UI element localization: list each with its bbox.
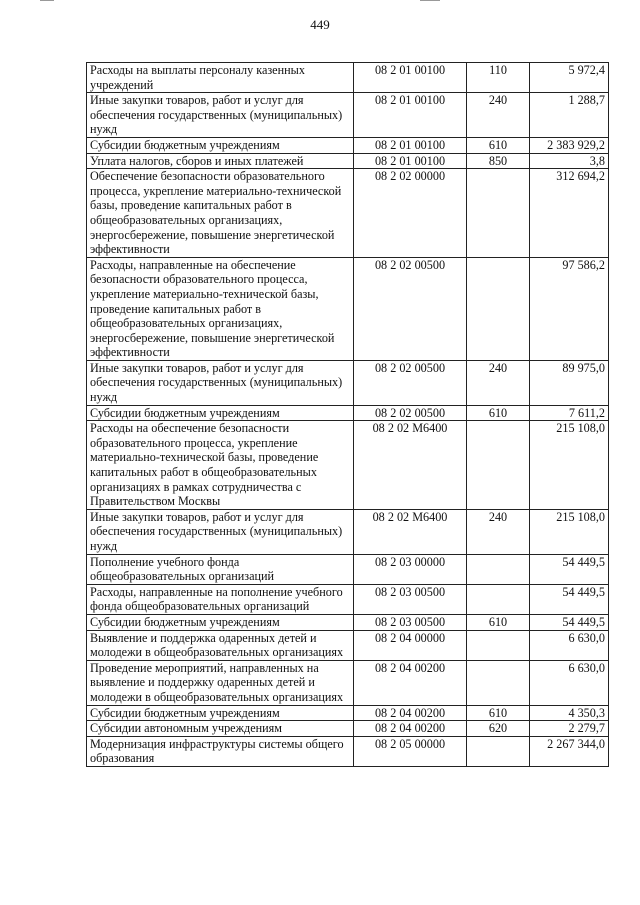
cell-code: 08 2 05 00000: [354, 736, 467, 766]
table-row: [87, 421, 609, 510]
cell-name: Уплата налогов, сборов и иных платежей: [87, 153, 354, 169]
table-row: [87, 360, 609, 405]
cell-name: Иные закупки товаров, работ и услуг для обеспечения государственных (муниципальных) нужд: [87, 93, 354, 138]
cell-type: 610: [467, 137, 530, 153]
cell-sum: 1 288,7: [530, 93, 609, 138]
cell-sum: 4 350,3: [530, 705, 609, 721]
table-row: [87, 705, 609, 721]
cell-sum: 6 630,0: [530, 660, 609, 705]
cell-type: [467, 169, 530, 258]
cell-code: 08 2 04 00200: [354, 721, 467, 737]
cell-sum: 312 694,2: [530, 169, 609, 258]
cell-sum: 97 586,2: [530, 257, 609, 360]
cell-type: 620: [467, 721, 530, 737]
cell-name: Обеспечение безопасности образовательного процесса, укрепление материально-технической базы, проведение капитальных работ в общеобразовательных организациях, энергосбережение, повышение энергетической эффективности: [87, 169, 354, 258]
cell-type: [467, 257, 530, 360]
cell-name: Пополнение учебного фонда общеобразовательных организаций: [87, 554, 354, 584]
cell-sum: 54 449,5: [530, 584, 609, 614]
table-row: [87, 614, 609, 630]
cell-name: Расходы на выплаты персоналу казенных учреждений: [87, 63, 354, 93]
cell-type: [467, 421, 530, 510]
cell-name: Выявление и поддержка одаренных детей и молодежи в общеобразовательных организациях: [87, 630, 354, 660]
cell-type: [467, 630, 530, 660]
cell-code: 08 2 02 00500: [354, 257, 467, 360]
cell-type: 240: [467, 360, 530, 405]
scan-mark-right: [420, 0, 440, 1]
cell-code: 08 2 02 00000: [354, 169, 467, 258]
cell-name: Субсидии бюджетным учреждениям: [87, 405, 354, 421]
cell-type: [467, 584, 530, 614]
cell-name: Расходы, направленные на пополнение учебного фонда общеобразовательных организаций: [87, 584, 354, 614]
cell-type: [467, 554, 530, 584]
cell-code: 08 2 04 00200: [354, 660, 467, 705]
table-row: [87, 630, 609, 660]
cell-code: 08 2 02 00500: [354, 405, 467, 421]
cell-name: Расходы на обеспечение безопасности образовательного процесса, укрепление материально-технической базы, проведение капитальных работ в общеобразовательных организациях в рамках сотрудничества с Правительством Москвы: [87, 421, 354, 510]
cell-sum: 54 449,5: [530, 614, 609, 630]
cell-code: 08 2 03 00500: [354, 584, 467, 614]
cell-sum: 2 279,7: [530, 721, 609, 737]
cell-type: 110: [467, 63, 530, 93]
cell-sum: 215 108,0: [530, 509, 609, 554]
cell-sum: 3,8: [530, 153, 609, 169]
cell-name: Субсидии бюджетным учреждениям: [87, 705, 354, 721]
table-row: [87, 169, 609, 258]
table-row: [87, 721, 609, 737]
cell-sum: 215 108,0: [530, 421, 609, 510]
cell-sum: 5 972,4: [530, 63, 609, 93]
table-row: [87, 554, 609, 584]
budget-table-body: [87, 63, 609, 767]
cell-code: 08 2 02 М6400: [354, 509, 467, 554]
cell-type: 240: [467, 93, 530, 138]
cell-name: Субсидии бюджетным учреждениям: [87, 614, 354, 630]
cell-name: Субсидии бюджетным учреждениям: [87, 137, 354, 153]
budget-table: [86, 62, 609, 767]
cell-sum: 2 267 344,0: [530, 736, 609, 766]
cell-code: 08 2 01 00100: [354, 63, 467, 93]
cell-type: [467, 660, 530, 705]
cell-code: 08 2 01 00100: [354, 93, 467, 138]
cell-sum: 89 975,0: [530, 360, 609, 405]
cell-name: Расходы, направленные на обеспечение безопасности образовательного процесса, укрепление материально-технической базы, проведение капитальных работ в общеобразовательных организациях, энергосбережение, повышение энергетической эффективности: [87, 257, 354, 360]
table-row: [87, 153, 609, 169]
cell-code: 08 2 04 00000: [354, 630, 467, 660]
cell-sum: 6 630,0: [530, 630, 609, 660]
table-row: [87, 736, 609, 766]
cell-name: Проведение мероприятий, направленных на выявление и поддержку одаренных детей и молодежи в общеобразовательных организациях: [87, 660, 354, 705]
cell-sum: 7 611,2: [530, 405, 609, 421]
cell-name: Иные закупки товаров, работ и услуг для обеспечения государственных (муниципальных) нужд: [87, 509, 354, 554]
cell-code: 08 2 01 00100: [354, 137, 467, 153]
cell-type: 610: [467, 705, 530, 721]
cell-name: Модернизация инфраструктуры системы общего образования: [87, 736, 354, 766]
page-number: 449: [310, 17, 330, 32]
cell-code: 08 2 03 00000: [354, 554, 467, 584]
cell-code: 08 2 01 00100: [354, 153, 467, 169]
cell-type: 850: [467, 153, 530, 169]
cell-code: 08 2 02 00500: [354, 360, 467, 405]
scan-mark-left: [40, 0, 54, 1]
cell-code: 08 2 02 М6400: [354, 421, 467, 510]
table-row: [87, 660, 609, 705]
table-row: [87, 93, 609, 138]
table-row: [87, 509, 609, 554]
table-row: [87, 137, 609, 153]
cell-type: 240: [467, 509, 530, 554]
table-row: [87, 257, 609, 360]
table-row: [87, 584, 609, 614]
cell-type: 610: [467, 405, 530, 421]
cell-type: [467, 736, 530, 766]
cell-sum: 54 449,5: [530, 554, 609, 584]
table-row: [87, 63, 609, 93]
cell-sum: 2 383 929,2: [530, 137, 609, 153]
cell-name: Субсидии автономным учреждениям: [87, 721, 354, 737]
cell-name: Иные закупки товаров, работ и услуг для обеспечения государственных (муниципальных) нужд: [87, 360, 354, 405]
cell-code: 08 2 04 00200: [354, 705, 467, 721]
cell-code: 08 2 03 00500: [354, 614, 467, 630]
table-row: [87, 405, 609, 421]
cell-type: 610: [467, 614, 530, 630]
